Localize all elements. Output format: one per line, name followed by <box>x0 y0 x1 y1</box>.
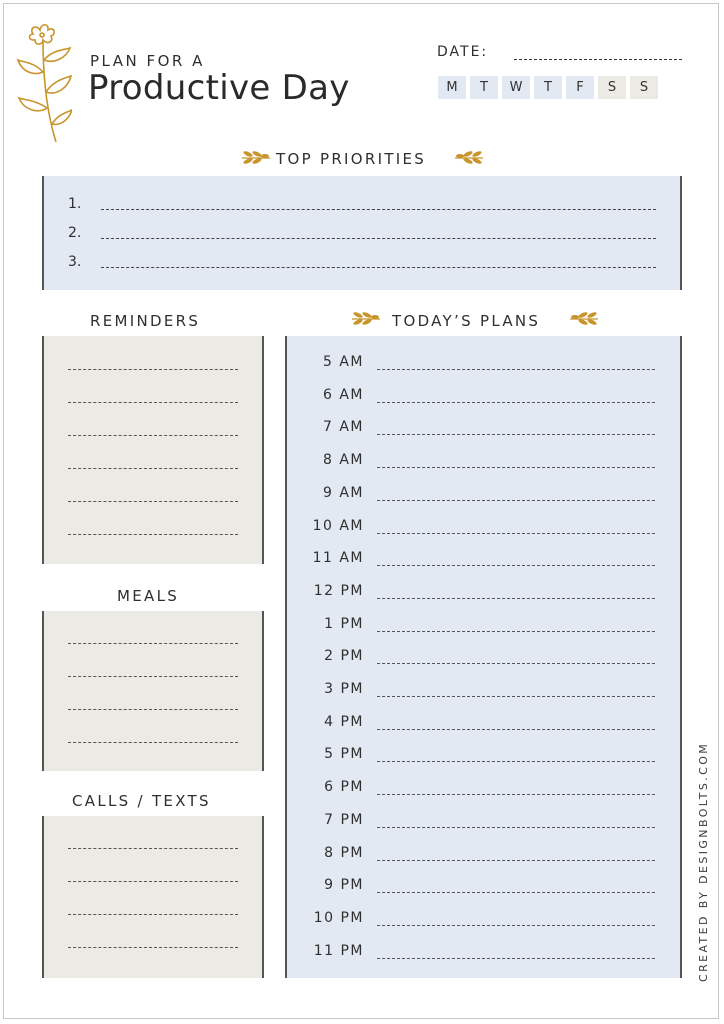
call-line[interactable] <box>68 914 238 915</box>
hour-label: 10 PM <box>313 910 364 926</box>
meals-heading: MEALS <box>117 587 180 605</box>
hour-plan-line[interactable] <box>377 663 655 664</box>
date-field-line[interactable] <box>514 59 682 60</box>
top-priorities-heading: TOP PRIORITIES <box>276 150 427 168</box>
hour-label: 2 PM <box>324 648 364 664</box>
day-thursday[interactable]: T <box>534 76 562 99</box>
hour-plan-line[interactable] <box>377 533 655 534</box>
day-saturday[interactable]: S <box>598 76 626 99</box>
hour-label: 4 PM <box>324 714 364 730</box>
hour-label: 1 PM <box>324 616 364 632</box>
priority-line-2[interactable] <box>101 238 656 239</box>
call-line[interactable] <box>68 881 238 882</box>
priority-number-1: 1. <box>68 196 82 212</box>
hour-plan-line[interactable] <box>377 598 655 599</box>
hour-plan-line[interactable] <box>377 434 655 435</box>
hour-plan-line[interactable] <box>377 761 655 762</box>
planner-title: Productive Day <box>88 68 350 108</box>
credit-text: CREATED BY DESIGNBOLTS.COM <box>697 741 710 982</box>
meal-line[interactable] <box>68 643 238 644</box>
hour-plan-line[interactable] <box>377 892 655 893</box>
hour-plan-line[interactable] <box>377 500 655 501</box>
reminder-line[interactable] <box>68 435 238 436</box>
hour-label: 7 PM <box>324 812 364 828</box>
meal-line[interactable] <box>68 676 238 677</box>
hour-plan-line[interactable] <box>377 467 655 468</box>
leaf-right-icon <box>453 150 485 164</box>
hour-plan-line[interactable] <box>377 696 655 697</box>
planner-subtitle: PLAN FOR A <box>90 52 205 70</box>
day-monday[interactable]: M <box>438 76 466 99</box>
reminders-box <box>42 336 264 564</box>
flower-icon <box>16 20 72 145</box>
hour-label: 7 AM <box>322 419 364 435</box>
weekday-selector <box>438 76 658 99</box>
meals-box <box>42 611 264 771</box>
hour-label: 8 AM <box>322 452 364 468</box>
reminders-heading: REMINDERS <box>90 312 201 330</box>
hour-label: 11 AM <box>312 550 364 566</box>
hour-plan-line[interactable] <box>377 860 655 861</box>
hour-label: 9 PM <box>324 877 364 893</box>
reminder-line[interactable] <box>68 468 238 469</box>
hour-plan-line[interactable] <box>377 958 655 959</box>
calls-texts-heading: CALLS / TEXTS <box>72 792 211 810</box>
hour-plan-line[interactable] <box>377 402 655 403</box>
todays-plans-heading: TODAY’S PLANS <box>392 312 541 330</box>
meal-line[interactable] <box>68 742 238 743</box>
day-tuesday[interactable]: T <box>470 76 498 99</box>
reminder-line[interactable] <box>68 369 238 370</box>
reminder-line[interactable] <box>68 534 238 535</box>
hour-label: 10 AM <box>312 518 364 534</box>
priorities-box <box>42 176 682 290</box>
leaf-left-icon <box>350 311 382 325</box>
hour-label: 3 PM <box>324 681 364 697</box>
hour-label: 5 PM <box>324 746 364 762</box>
day-wednesday[interactable]: W <box>502 76 530 99</box>
hour-label: 9 AM <box>322 485 364 501</box>
call-line[interactable] <box>68 848 238 849</box>
call-line[interactable] <box>68 947 238 948</box>
day-sunday[interactable]: S <box>630 76 658 99</box>
hour-label: 5 AM <box>322 354 364 370</box>
hour-label: 12 PM <box>313 583 364 599</box>
hour-plan-line[interactable] <box>377 631 655 632</box>
priority-line-3[interactable] <box>101 267 656 268</box>
day-friday[interactable]: F <box>566 76 594 99</box>
priority-number-3: 3. <box>68 254 82 270</box>
meal-line[interactable] <box>68 709 238 710</box>
leaf-left-icon <box>240 150 272 164</box>
reminder-line[interactable] <box>68 501 238 502</box>
hour-label: 6 PM <box>324 779 364 795</box>
priority-number-2: 2. <box>68 225 82 241</box>
hour-plan-line[interactable] <box>377 827 655 828</box>
priority-line-1[interactable] <box>101 209 656 210</box>
hour-plan-line[interactable] <box>377 794 655 795</box>
hour-label: 11 PM <box>313 943 364 959</box>
hour-plan-line[interactable] <box>377 565 655 566</box>
hour-plan-line[interactable] <box>377 729 655 730</box>
reminder-line[interactable] <box>68 402 238 403</box>
date-label: DATE: <box>437 44 489 60</box>
leaf-right-icon <box>568 311 600 325</box>
hour-plan-line[interactable] <box>377 925 655 926</box>
hour-label: 6 AM <box>322 387 364 403</box>
hour-label: 8 PM <box>324 845 364 861</box>
hour-plan-line[interactable] <box>377 369 655 370</box>
calls-texts-box <box>42 816 264 978</box>
